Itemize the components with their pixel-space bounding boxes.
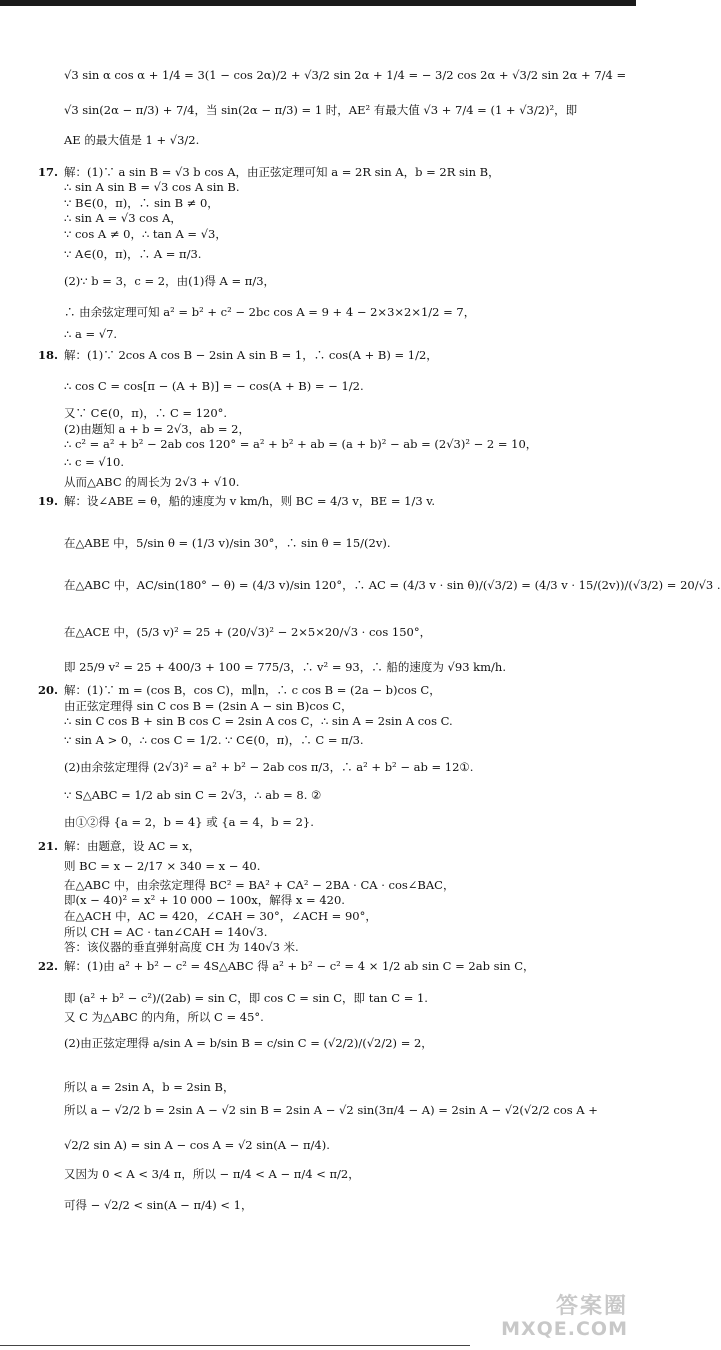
solution-line: 又 C 为△ABC 的内角，所以 C = 45°.: [64, 1010, 264, 1024]
solution-line: ∵ B∈(0，π)，∴ sin B ≠ 0，: [64, 196, 219, 210]
problem-number: 18.: [38, 348, 59, 362]
solution-line: 解：(1)∵ m = (cos B，cos C)，m∥n，∴ c cos B = (2a − b)cos C，: [64, 683, 441, 697]
problem-number: 19.: [38, 494, 59, 508]
watermark: [478, 1294, 628, 1344]
solution-line: 所以 a = 2sin A，b = 2sin B，: [64, 1080, 235, 1094]
solution-line: 由正弦定理得 sin C cos B = (2sin A − sin B)cos C，: [64, 699, 353, 713]
solution-line: 答：该仪器的垂直弹射高度 CH 为 140√3 米.: [64, 940, 299, 954]
solution-line: (2)由正弦定理得 a/sin A = b/sin B = c/sin C = (√2/2)/(√2/2) = 2，: [64, 1036, 433, 1050]
solution-line: 解：设∠ABE = θ，船的速度为 v km/h，则 BC = 4/3 v，BE = 1/3 v.: [64, 494, 436, 508]
problem-number: 22.: [38, 959, 59, 973]
solution-line: 在△ACE 中，(5/3 v)² = 25 + (20/√3)² − 2×5×20/√3 · cos 150°，: [64, 625, 432, 639]
problem-number: 21.: [38, 839, 59, 853]
bottom-rule: [0, 1345, 470, 1346]
watermark-logo-text: 答案圈: [555, 1293, 628, 1319]
solution-line: 解：(1)由 a² + b² − c² = 4S△ABC 得 a² + b² − c² = 4 × 1/2 ab sin C = 2ab sin C，: [64, 959, 535, 973]
solution-line: ∴ 由余弦定理可知 a² = b² + c² − 2bc cos A = 9 + 4 − 2×3×2×1/2 = 7，: [64, 305, 476, 319]
solution-line: ∴ cos C = cos[π − (A + B)] = − cos(A + B) = − 1/2.: [64, 379, 364, 393]
solution-line: ∴ sin C cos B + sin B cos C = 2sin A cos C，∴ sin A = 2sin A cos C.: [64, 714, 453, 728]
solution-line: 所以 a − √2/2 b = 2sin A − √2 sin B = 2sin A − √2 sin(3π/4 − A) = 2sin A − √2(√2/2 cos A +: [64, 1103, 598, 1117]
solution-line: ∴ a = √7.: [64, 327, 118, 341]
solution-line: ∵ S△ABC = 1/2 ab sin C = 2√3，∴ ab = 8. ②: [64, 788, 322, 802]
solution-line: (2)由余弦定理得 (2√3)² = a² + b² − 2ab cos π/3，∴ a² + b² − ab = 12①.: [64, 760, 474, 774]
solution-line: 在△ACH 中，AC = 420，∠CAH = 30°，∠ACH = 90°，: [64, 909, 377, 923]
solution-line: (2)∵ b = 3，c = 2，由(1)得 A = π/3，: [64, 274, 276, 288]
solution-line: 即 25/9 v² = 25 + 400/3 + 100 = 775/3，∴ v² = 93，∴ 船的速度为 √93 km/h.: [64, 660, 506, 674]
solution-line: 又因为 0 < A < 3/4 π，所以 − π/4 < A − π/4 < π/2，: [64, 1167, 360, 1181]
solution-line: 即(x − 40)² = x² + 10 000 − 100x，解得 x = 420.: [64, 893, 345, 907]
watermark-site-text: MXQE.COM: [501, 1318, 628, 1340]
solution-line: 由①②得 {a = 2，b = 4} 或 {a = 4，b = 2}.: [64, 815, 314, 829]
solution-line: 可得 − √2/2 < sin(A − π/4) < 1，: [64, 1198, 253, 1212]
solution-line: ∵ cos A ≠ 0，∴ tan A = √3，: [64, 227, 227, 241]
intro-line: AE 的最大值是 1 + √3/2.: [64, 133, 200, 147]
solution-line: 解：由题意，设 AC = x，: [64, 839, 201, 853]
solution-line: 在△ABC 中，由余弦定理得 BC² = BA² + CA² − 2BA · CA · cos∠BAC，: [64, 878, 455, 892]
solution-line: 所以 CH = AC · tan∠CAH = 140√3.: [64, 925, 268, 939]
intro-line: √3 sin(2α − π/3) + 7/4，当 sin(2α − π/3) = 1 时，AE² 有最大值 √3 + 7/4 = (1 + √3/2)²，即: [64, 103, 578, 117]
solution-line: ∵ sin A > 0，∴ cos C = 1/2. ∵ C∈(0，π)，∴ C = π/3.: [64, 733, 364, 747]
solution-line: √2/2 sin A) = sin A − cos A = √2 sin(A − π/4).: [64, 1138, 330, 1152]
problem-number: 20.: [38, 683, 59, 697]
solution-line: ∴ c² = a² + b² − 2ab cos 120° = a² + b² + ab = (a + b)² − ab = (2√3)² − 2 = 10，: [64, 437, 538, 451]
solution-line: ∴ c = √10.: [64, 455, 124, 469]
solution-line: 解：(1)∵ 2cos A cos B − 2sin A sin B = 1，∴ cos(A + B) = 1/2，: [64, 348, 438, 362]
solution-line: 则 BC = x − 2/17 × 340 = x − 40.: [64, 859, 261, 873]
solution-line: ∴ sin A = √3 cos A，: [64, 211, 182, 225]
solution-line: (2)由题知 a + b = 2√3，ab = 2，: [64, 422, 250, 436]
solution-line: 又∵ C∈(0，π)，∴ C = 120°.: [64, 406, 228, 420]
solution-line: ∴ sin A sin B = √3 cos A sin B.: [64, 180, 240, 194]
solution-line: 即 (a² + b² − c²)/(2ab) = sin C，即 cos C = sin C，即 tan C = 1.: [64, 991, 428, 1005]
intro-line: √3 sin α cos α + 1/4 = 3(1 − cos 2α)/2 + √3/2 sin 2α + 1/4 = − 3/2 cos 2α + √3/2 sin 2α + 7/4 =: [64, 68, 627, 82]
solution-line: 在△ABE 中，5/sin θ = (1/3 v)/sin 30°，∴ sin θ = 15/(2v).: [64, 536, 391, 550]
solution-line: 解：(1)∵ a sin B = √3 b cos A，由正弦定理可知 a = 2R sin A，b = 2R sin B，: [64, 165, 500, 179]
solution-line: 在△ABC 中，AC/sin(180° − θ) = (4/3 v)/sin 120°，∴ AC = (4/3 v · sin θ)/(√3/2) = (4/3 v · 15/(2v))/(√3/2) = 20/√3 .: [64, 578, 721, 592]
solution-line: 从而△ABC 的周长为 2√3 + √10.: [64, 475, 240, 489]
solution-line: ∵ A∈(0，π)，∴ A = π/3.: [64, 247, 202, 261]
problem-number: 17.: [38, 165, 59, 179]
